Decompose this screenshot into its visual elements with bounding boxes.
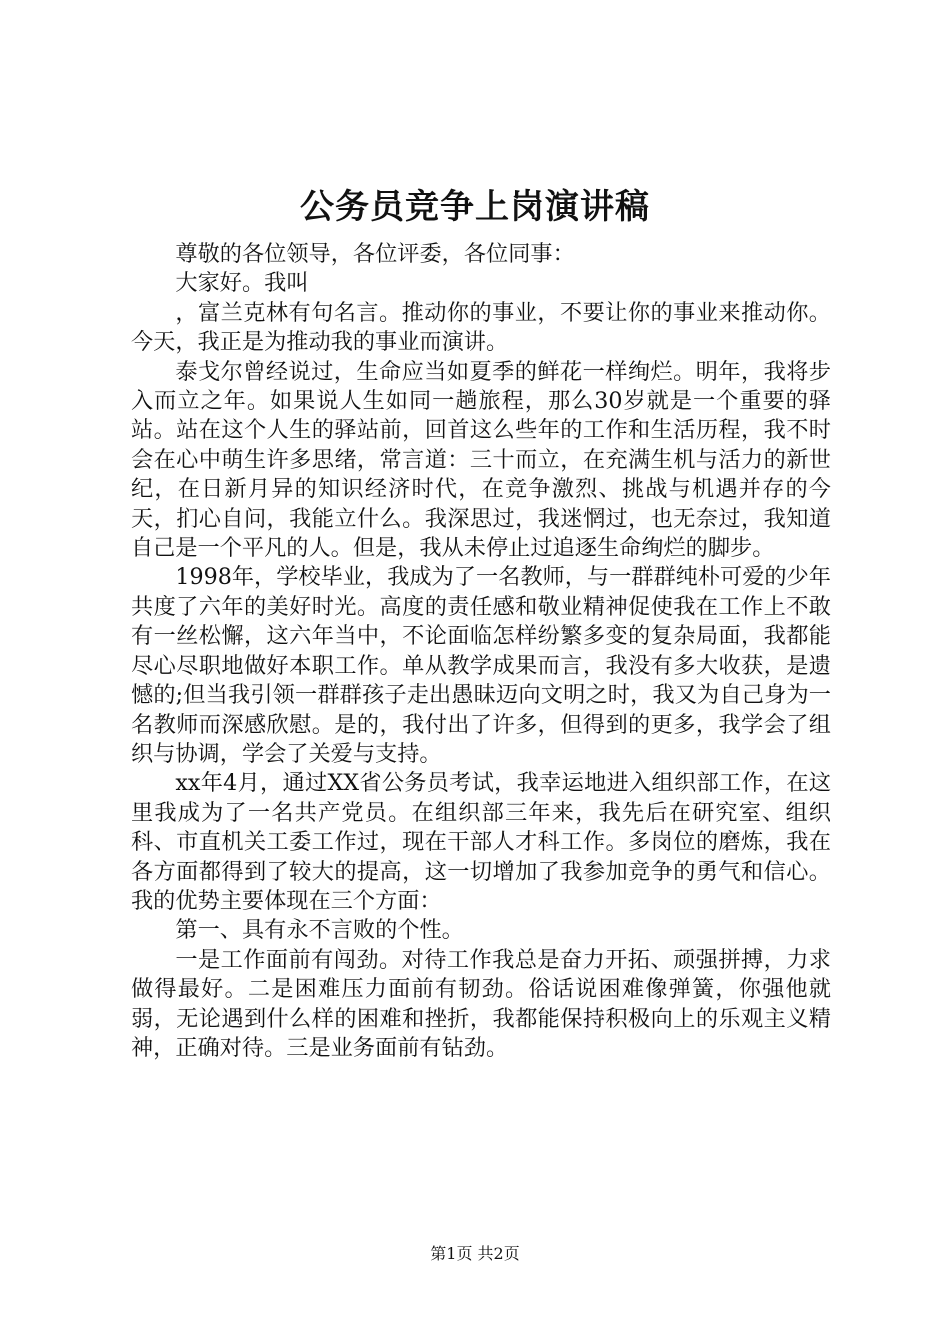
paragraph-salutation: 尊敬的各位领导，各位评委，各位同事： [175, 241, 575, 267]
paragraph-point-one: 第一、具有永不言败的个性。 [175, 917, 464, 944]
page-footer: 第1页 共2页 [430, 1244, 520, 1263]
paragraph-teacher: 1998年，学校毕业，我成为了一名教师，与一群群纯朴可爱的少年共度了六年的美好时光。高度的责任感和敬业精神促使我在工作上不敢有一丝松懈，这六年当中，不论面临怎样纷繁多变的复杂局面，我都能尽心尽职地做好本职工作。单从教学成果而言，我没有多大收获，是遗憾的;但当我引领一群群孩子走出愚昧迈向文明之时，我又为自己身为一名教师而深感欣慰。是的，我付出了许多，但得到的更多，我学会了组织与协调，学会了关爱与支持。 [131, 564, 831, 767]
document-body [131, 240, 831, 1063]
paragraph-civil-service: xx年4月，通过XX省公务员考试，我幸运地进入组织部工作，在这里我成为了一名共产党员。在组织部三年来，我先后在研究室、组织科、市直机关工委工作过，现在干部人才科工作。多岗位的磨炼，我在各方面都得到了较大的提高，这一切增加了我参加竞争的勇气和信心。我的优势主要体现在三个方面： [131, 770, 831, 914]
paragraph-tagore: 泰戈尔曾经说过，生命应当如夏季的鲜花一样绚烂。明年，我将步入而立之年。如果说人生如同一趟旅程，那么30岁就是一个重要的驿站。站在这个人生的驿站前，回首这么些年的工作和生活历程，我不时会在心中萌生许多思绪，常言道：三十而立，在充满生机与活力的新世纪，在日新月异的知识经济时代，在竞争激烈、挑战与机遇并存的今天，扪心自问，我能立什么。我深思过，我迷惘过，也无奈过，我知道自己是一个平凡的人。但是，我从未停止过追逐生命绚烂的脚步。 [131, 358, 831, 562]
paragraph-greeting: 大家好。我叫 [175, 270, 309, 297]
paragraph-quote: ，富兰克林有句名言。推动你的事业，不要让你的事业来推动你。今天，我正是为推动我的事业而演讲。 [131, 299, 831, 356]
paragraph-point-details: 一是工作面前有闯劲。对待工作我总是奋力开拓、顽强拼搏，力求做得最好。二是困难压力面前有韧劲。俗话说困难像弹簧，你强他就弱，无论遇到什么样的困难和挫折，我都能保持积极向上的乐观主义精神，正确对待。三是业务面前有钻劲。 [131, 946, 831, 1061]
document-title: 公务员竞争上岗演讲稿 [300, 187, 650, 227]
